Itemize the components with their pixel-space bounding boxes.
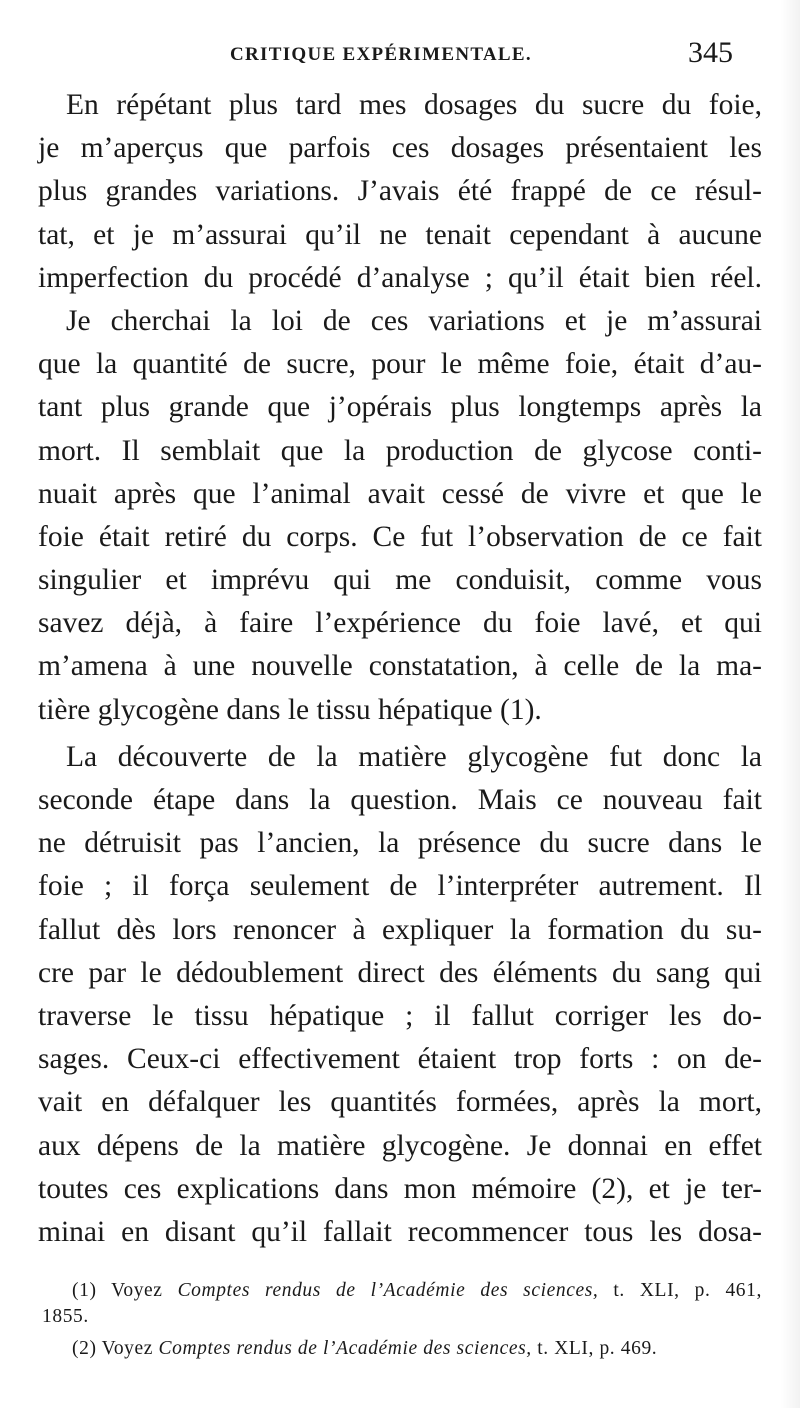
- text-line: La découverte de la matière glycogène fut donc la: [66, 740, 762, 773]
- text-line: singulier et imprévu qui me conduisit, comme vous: [38, 564, 762, 597]
- text-line: vait en défalquer les quantités formées, après la mort,: [38, 1086, 762, 1119]
- footnote-1-ref: t. XLI, p. 461,: [613, 1280, 762, 1301]
- text-line: minai en disant qu’il fallait recommencer tous les dosa-: [38, 1215, 762, 1248]
- running-head: CRITIQUE EXPÉRIMENTALE.: [230, 44, 532, 65]
- text-line: seconde étape dans la question. Mais ce nouveau fait: [38, 784, 762, 816]
- text-line: cre par le dédoublement direct des éléments du sang qui: [38, 956, 762, 989]
- text-line: foie était retiré du corps. Ce fut l’observation de ce fait: [38, 520, 762, 553]
- footnote-1-year: 1855.: [42, 1306, 89, 1327]
- text-line: plus grandes variations. J’avais été frappé de ce résul-: [38, 175, 762, 208]
- text-line: ne détruisit pas l’ancien, la présence du sucre dans le: [38, 827, 762, 860]
- text-line: savez déjà, à faire l’expérience du foie lavé, et qui: [38, 607, 762, 640]
- text-line: foie ; il força seulement de l’interpréter autrement. Il: [38, 870, 762, 903]
- page-header: [0, 36, 800, 76]
- footnote-2: [42, 1336, 762, 1362]
- footnote-1-title: Comptes rendus de l’Académie des sciences,: [177, 1280, 599, 1301]
- footnotes: [42, 1278, 762, 1362]
- text-line: toutes ces explications dans mon mémoire (2), et je ter-: [38, 1172, 762, 1205]
- text-line: je m’aperçus que parfois ces dosages présentaient les: [38, 132, 762, 165]
- text-line: fallut dès lors renoncer à expliquer la formation du su-: [38, 913, 762, 946]
- body-text: [38, 84, 762, 1254]
- footnote-2-title: Comptes rendus de l’Académie des sciences,: [158, 1338, 532, 1359]
- text-line: sages. Ceux-ci effectivement étaient trop forts : on de-: [38, 1043, 762, 1076]
- text-line: tant plus grande que j’opérais plus longtemps après la: [38, 391, 762, 424]
- text-line: tat, et je m’assurai qu’il ne tenait cependant à aucune: [38, 218, 762, 251]
- text-line: Je cherchai la loi de ces variations et je m’assurai: [66, 304, 762, 337]
- text-line: nuait après que l’animal avait cessé de vivre et que le: [38, 477, 762, 510]
- footnote-2-ref: t. XLI, p. 469.: [537, 1338, 658, 1359]
- footnote-1-continuation: [42, 1304, 762, 1330]
- page-number: 345: [688, 36, 733, 69]
- text-line: imperfection du procédé d’analyse ; qu’il était bien réel.: [38, 261, 762, 294]
- text-line: traverse le tissu hépatique ; il fallut corriger les do-: [38, 999, 762, 1032]
- text-line: que la quantité de sucre, pour le même foie, était d’au-: [38, 348, 762, 381]
- text-line: m’amena à une nouvelle constatation, à celle de la ma-: [38, 650, 762, 683]
- footnote-2-marker: (2) Voyez: [72, 1338, 154, 1359]
- text-line: aux dépens de la matière glycogène. Je donnai en effet: [38, 1129, 762, 1162]
- text-line: En répétant plus tard mes dosages du sucre du foie,: [66, 89, 762, 121]
- text-line: tière glycogène dans le tissu hépatique (1).: [38, 693, 542, 726]
- footnote-1-marker: (1) Voyez: [72, 1280, 163, 1301]
- text-line: mort. Il semblait que la production de glycose conti-: [38, 434, 762, 467]
- footnote-1: [42, 1278, 762, 1304]
